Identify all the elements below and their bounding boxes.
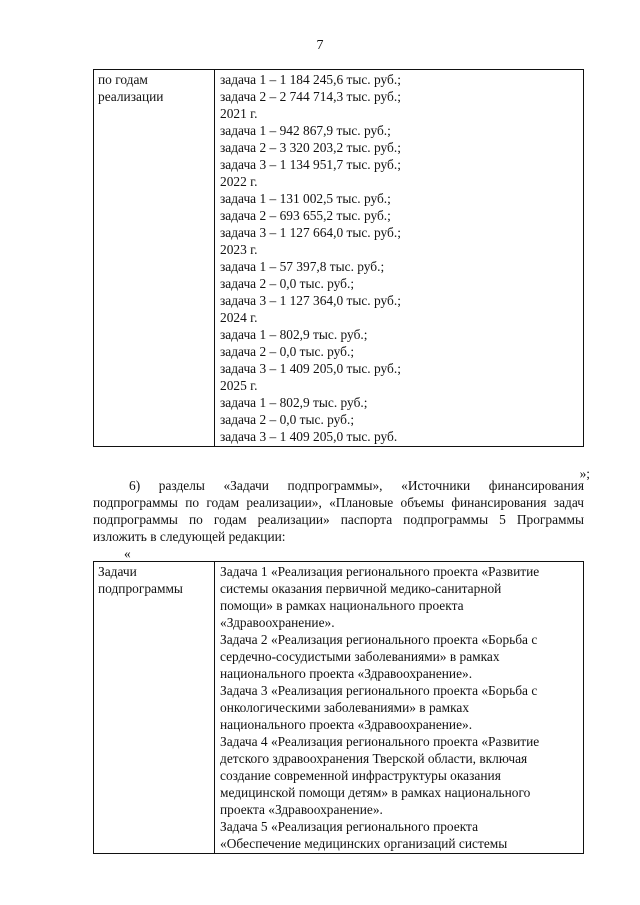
value-line: задача 1 – 942 867,9 тыс. руб.; [220,123,391,138]
value-line: задача 2 – 0,0 тыс. руб.; [220,412,355,427]
label-line: подпрограммы [98,581,183,596]
label-line: Задачи [98,564,137,579]
opening-quote: « [124,546,131,561]
value-line: национального проекта «Здравоохранение». [220,666,473,681]
value-line: задача 2 – 693 655,2 тыс. руб.; [220,208,391,223]
label-line: по годам [98,72,148,87]
value-line: «Обеспечение медицинских организаций системы [220,836,508,851]
value-line: Задача 4 «Реализация регионального проекта «Развитие [220,734,540,749]
value-line: Задача 3 «Реализация регионального проекта «Борьба с [220,683,538,698]
value-line: сердечно-сосудистыми заболеваниями» в рамках [220,649,500,664]
table-label-cell [94,562,215,854]
financing-table [93,69,584,447]
value-line: задача 3 – 1 409 205,0 тыс. руб. [220,429,398,444]
value-line: проекта «Здравоохранение». [220,802,383,817]
table-value-cell [215,70,584,447]
value-line: 2025 г. [220,378,258,393]
value-line: задача 1 – 57 397,8 тыс. руб.; [220,259,385,274]
table-value-cell [215,562,584,854]
value-line: медицинской помощи детям» в рамках национального [220,785,531,800]
value-line: создание современной инфраструктуры оказания [220,768,501,783]
value-line: задача 3 – 1 127 364,0 тыс. руб.; [220,293,401,308]
closing-quote: »; [579,466,590,481]
value-line: задача 1 – 1 184 245,6 тыс. руб.; [220,72,401,87]
table-row [94,70,584,447]
value-line: 2021 г. [220,106,258,121]
table-label-cell [94,70,215,447]
value-line: системы оказания первичной медико-санитарной [220,581,502,596]
value-line: национального проекта «Здравоохранение». [220,717,473,732]
value-line: задача 3 – 1 134 951,7 тыс. руб.; [220,157,401,172]
value-line: 2023 г. [220,242,258,257]
value-line: задача 2 – 3 320 203,2 тыс. руб.; [220,140,401,155]
value-line: «Здравоохранение». [220,615,335,630]
value-line: задача 1 – 131 002,5 тыс. руб.; [220,191,391,206]
value-line: онкологическими заболеваниями» в рамках [220,700,470,715]
value-line: задача 3 – 1 127 664,0 тыс. руб.; [220,225,401,240]
value-line: Задача 5 «Реализация регионального проекта [220,819,479,834]
label-line: реализации [98,89,164,104]
tasks-table [93,561,584,854]
value-line: задача 3 – 1 409 205,0 тыс. руб.; [220,361,401,376]
value-line: детского здравоохранения Тверской области, включая [220,751,528,766]
value-line: Задача 2 «Реализация регионального проекта «Борьба с [220,632,538,647]
page-number: 7 [316,38,324,53]
body-paragraph: 6) разделы «Задачи подпрограммы», «Источники финансирования подпрограммы по годам реализации», «Плановые объемы финансирования задач подпрограммы по годам реализации» паспорта подпрограммы 5 Программы изложить в следующей редакции: [93,478,584,544]
value-line: задача 2 – 0,0 тыс. руб.; [220,344,355,359]
table-row [94,562,584,854]
value-line: задача 1 – 802,9 тыс. руб.; [220,395,368,410]
value-line: задача 2 – 2 744 714,3 тыс. руб.; [220,89,401,104]
value-line: задача 1 – 802,9 тыс. руб.; [220,327,368,342]
value-line: задача 2 – 0,0 тыс. руб.; [220,276,355,291]
value-line: 2024 г. [220,310,258,325]
value-line: 2022 г. [220,174,258,189]
value-line: помощи» в рамках национального проекта [220,598,464,613]
value-line: Задача 1 «Реализация регионального проекта «Развитие [220,564,540,579]
